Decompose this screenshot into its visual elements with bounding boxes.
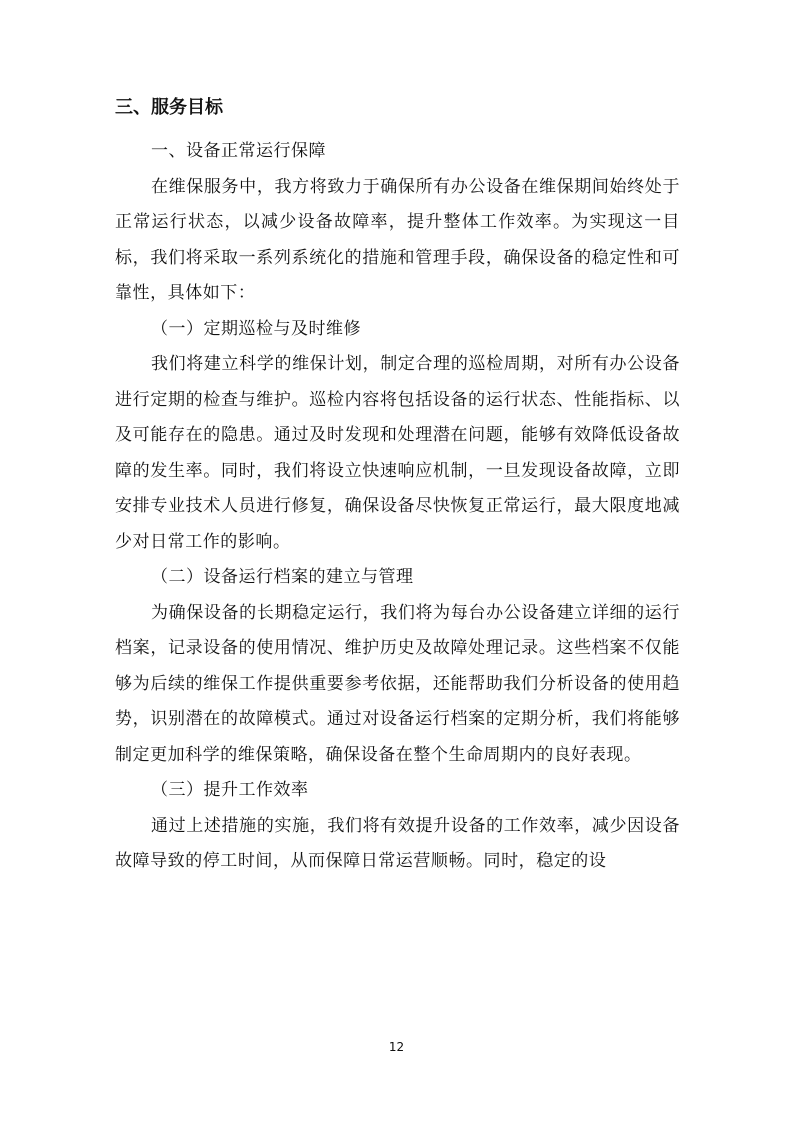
service-goals-body (115, 134, 680, 880)
item-1-title: （一）定期巡检与及时维修 (151, 318, 361, 339)
section-heading: 三、服务目标 (115, 97, 223, 118)
item-2-paragraph: 为确保设备的长期稳定运行，我们将为每台办公设备建立详细的运行档案，记录设备的使用情况、维护历史及故障处理记录。这些档案不仅能够为后续的维保工作提供重要参考依据，还能帮助我们分析设备的使用趋势，识别潜在的故障模式。通过对设备运行档案的定期分析，我们将能够制定更加科学的维保策略，确保设备在整个生命周期内的良好表现。 (115, 602, 680, 765)
item-1-paragraph: 我们将建立科学的维保计划，制定合理的巡检周期，对所有办公设备进行定期的检查与维护。巡检内容将包括设备的运行状态、性能指标、以及可能存在的隐患。通过及时发现和处理潜在问题，能够有效降低设备故障的发生率。同时，我们将设立快速响应机制，一旦发现设备故障，立即安排专业技术人员进行修复，确保设备尽快恢复正常运行，最大限度地减少对日常工作的影响。 (115, 354, 680, 552)
page-number: 12 (388, 1040, 405, 1054)
item-2-title: （二）设备运行档案的建立与管理 (151, 567, 414, 587)
item-3-title: （三）提升工作效率 (151, 780, 309, 800)
intro-paragraph: 在维保服务中，我方将致力于确保所有办公设备在维保期间始终处于正常运行状态，以减少设备故障率，提升整体工作效率。为实现这一目标，我们将采取一系列系统化的措施和管理手段，确保设备的稳定性和可靠性，具体如下： (115, 176, 680, 303)
item-3-paragraph: 通过上述措施的实施，我们将有效提升设备的工作效率，减少因设备故障导致的停工时间，从而保障日常运营顺畅。同时，稳定的设 (115, 815, 680, 871)
sub-heading-equipment-guarantee: 一、设备正常运行保障 (151, 141, 326, 161)
